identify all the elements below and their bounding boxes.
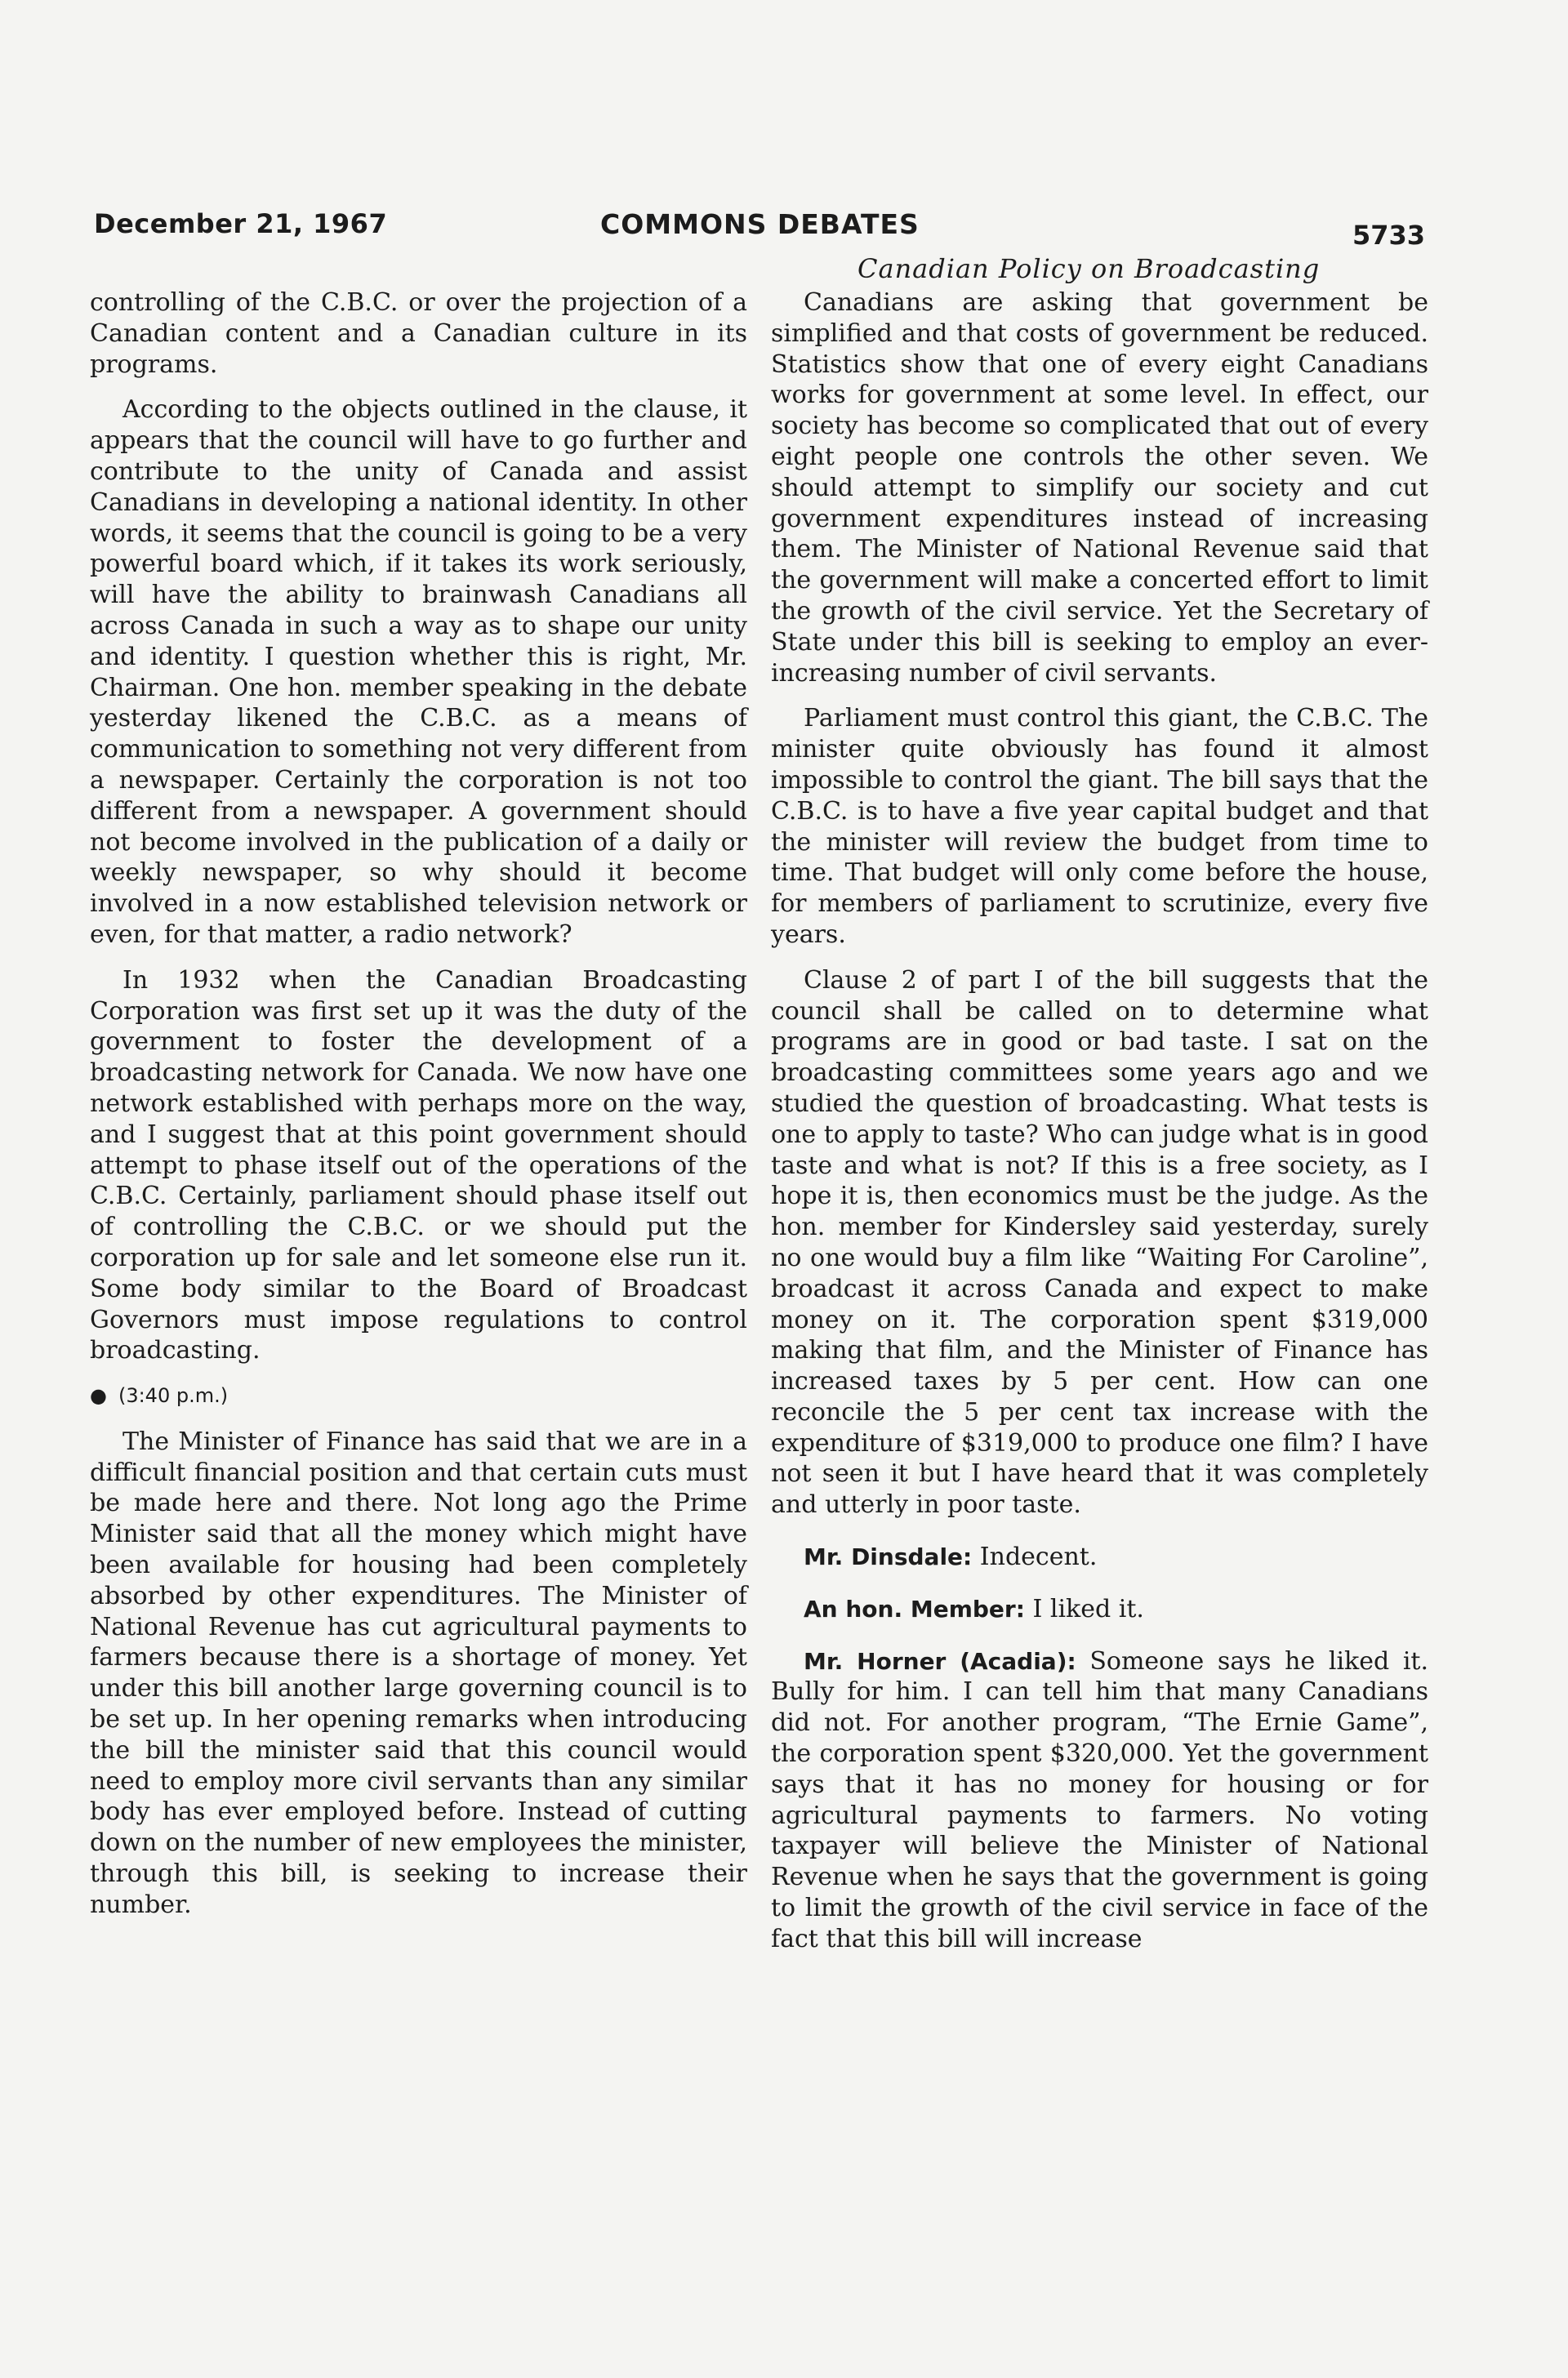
paragraph: The Minister of Finance has said that we are in a difficult financial position and that certain cuts must be made here and there. Not long ago the Prime Minister said that all the money which might have been available for housing had been completely absorbed by other expenditures. The Minister of National Revenue has cut agricultural payments to farmers because there is a shortage of money. Yet under this bill another large governing council is to be set up. In her opening remarks when introducing the bill the minister said that this council would need to employ more civil servants than any similar body has ever employed before. Instead of cutting down on the number of new employees the minister, through this bill, is seeking to increase their number.	[90, 1427, 747, 1919]
section-subheading: Canadian Policy on Broadcasting	[858, 253, 1321, 284]
header-date: December 21, 1967	[94, 208, 388, 239]
speaker-name: An hon. Member:	[804, 1595, 1025, 1623]
running-head	[94, 208, 1425, 257]
page-number: 5733	[1352, 220, 1425, 251]
paragraph: controlling of the C.B.C. or over the projection of a Canadian content and a Canadian culture in its programs.	[90, 288, 747, 379]
speaker-name: Mr. Dinsdale:	[804, 1543, 973, 1571]
paragraph: In 1932 when the Canadian Broadcasting Corporation was first set up it was the duty of the government to foster the development of a broadcasting network for Canada. We now have one network established with perhaps more on the way, and I suggest that at this point government should attempt to phase itself out of the operations of the C.B.C. Certainly, parliament should phase itself out of controlling the C.B.C. or we should put the corporation up for sale and let someone else run it. Some body similar to the Board of Broadcast Governors must impose regulations to control broadcasting.	[90, 965, 747, 1365]
paragraph: Parliament must control this giant, the C.B.C. The minister quite obviously has found it almost impossible to control the giant. The bill says that the C.B.C. is to have a five year capital budget and that the minister will review the budget from time to time. That budget will only come before the house, for members of parliament to scrutinize, every five years.	[771, 704, 1428, 949]
time-stamp-text: (3:40 p.m.)	[118, 1384, 229, 1408]
speaker-name: Mr. Horner (Acadia):	[804, 1647, 1076, 1675]
bullet-icon: ●	[90, 1384, 107, 1408]
paragraph: According to the objects outlined in the clause, it appears that the council will have to go further and contribute to the unity of Canada and assist Canadians in developing a national identity. In other words, it seems that the council is going to be a very powerful board which, if it takes its work seriously, will have the ability to brainwash Canadians all across Canada in such a way as to shape our unity and identity. I question whether this is right, Mr. Chairman. One hon. member speaking in the debate yesterday likened the C.B.C. as a means of communication to something not very different from a newspaper. Certainly the corporation is not too different from a newspaper. A government should not become involved in the publication of a daily or weekly newspaper, so why should it become involved in a now established television network or even, for that matter, a radio network?	[90, 395, 747, 949]
header-title: COMMONS DEBATES	[600, 208, 920, 240]
speech-text: Someone says he liked it. Bully for him. I can tell him that many Canadians did not. For another program, “The Ernie Game”, the corporation spent $320,000. Yet the government says that it has no money for housing or for agricultural payments to farmers. No voting taxpayer will believe the Minister of National Revenue when he says that the government is going to limit the growth of the civil service in face of the fact that this bill will increase	[771, 1646, 1429, 1953]
speech-text: Indecent.	[979, 1543, 1098, 1572]
left-column	[90, 287, 747, 1935]
speech-text: I liked it.	[1032, 1594, 1144, 1623]
speech-hon-member	[771, 1594, 1428, 1625]
time-stamp	[90, 1381, 747, 1412]
paragraph: Clause 2 of part I of the bill suggests that the council shall be called on to determine what programs are in good or bad taste. I sat on the broadcasting committees some years ago and we studied the question of broadcasting. What tests is one to apply to taste? Who can judge what is in good taste and what is not? If this is a free society, as I hope it is, then economics must be the judge. As the hon. member for Kindersley said yesterday, surely no one would buy a film like “Waiting For Caroline”, broadcast it across Canada and expect to make money on it. The corporation spent $319,000 making that film, and the Minister of Finance has increased taxes by 5 per cent. How can one reconcile the 5 per cent tax increase with the expenditure of $319,000 to produce one film? I have not seen it but I have heard that it was completely and utterly in poor taste.	[771, 965, 1428, 1520]
speech-dinsdale	[771, 1542, 1428, 1573]
right-column	[771, 287, 1428, 1970]
speech-horner	[771, 1646, 1428, 1955]
paragraph: Canadians are asking that government be simplified and that costs of government be reduced. Statistics show that one of every eight Canadians works for government at some level. In effect, our society has become so complicated that out of every eight people one controls the other seven. We should attempt to simplify our society and cut government expenditures instead of increasing them. The Minister of National Revenue said that the government will make a concerted effort to limit the growth of the civil service. Yet the Secretary of State under this bill is seeking to employ an ever-increasing number of civil servants.	[771, 288, 1428, 688]
